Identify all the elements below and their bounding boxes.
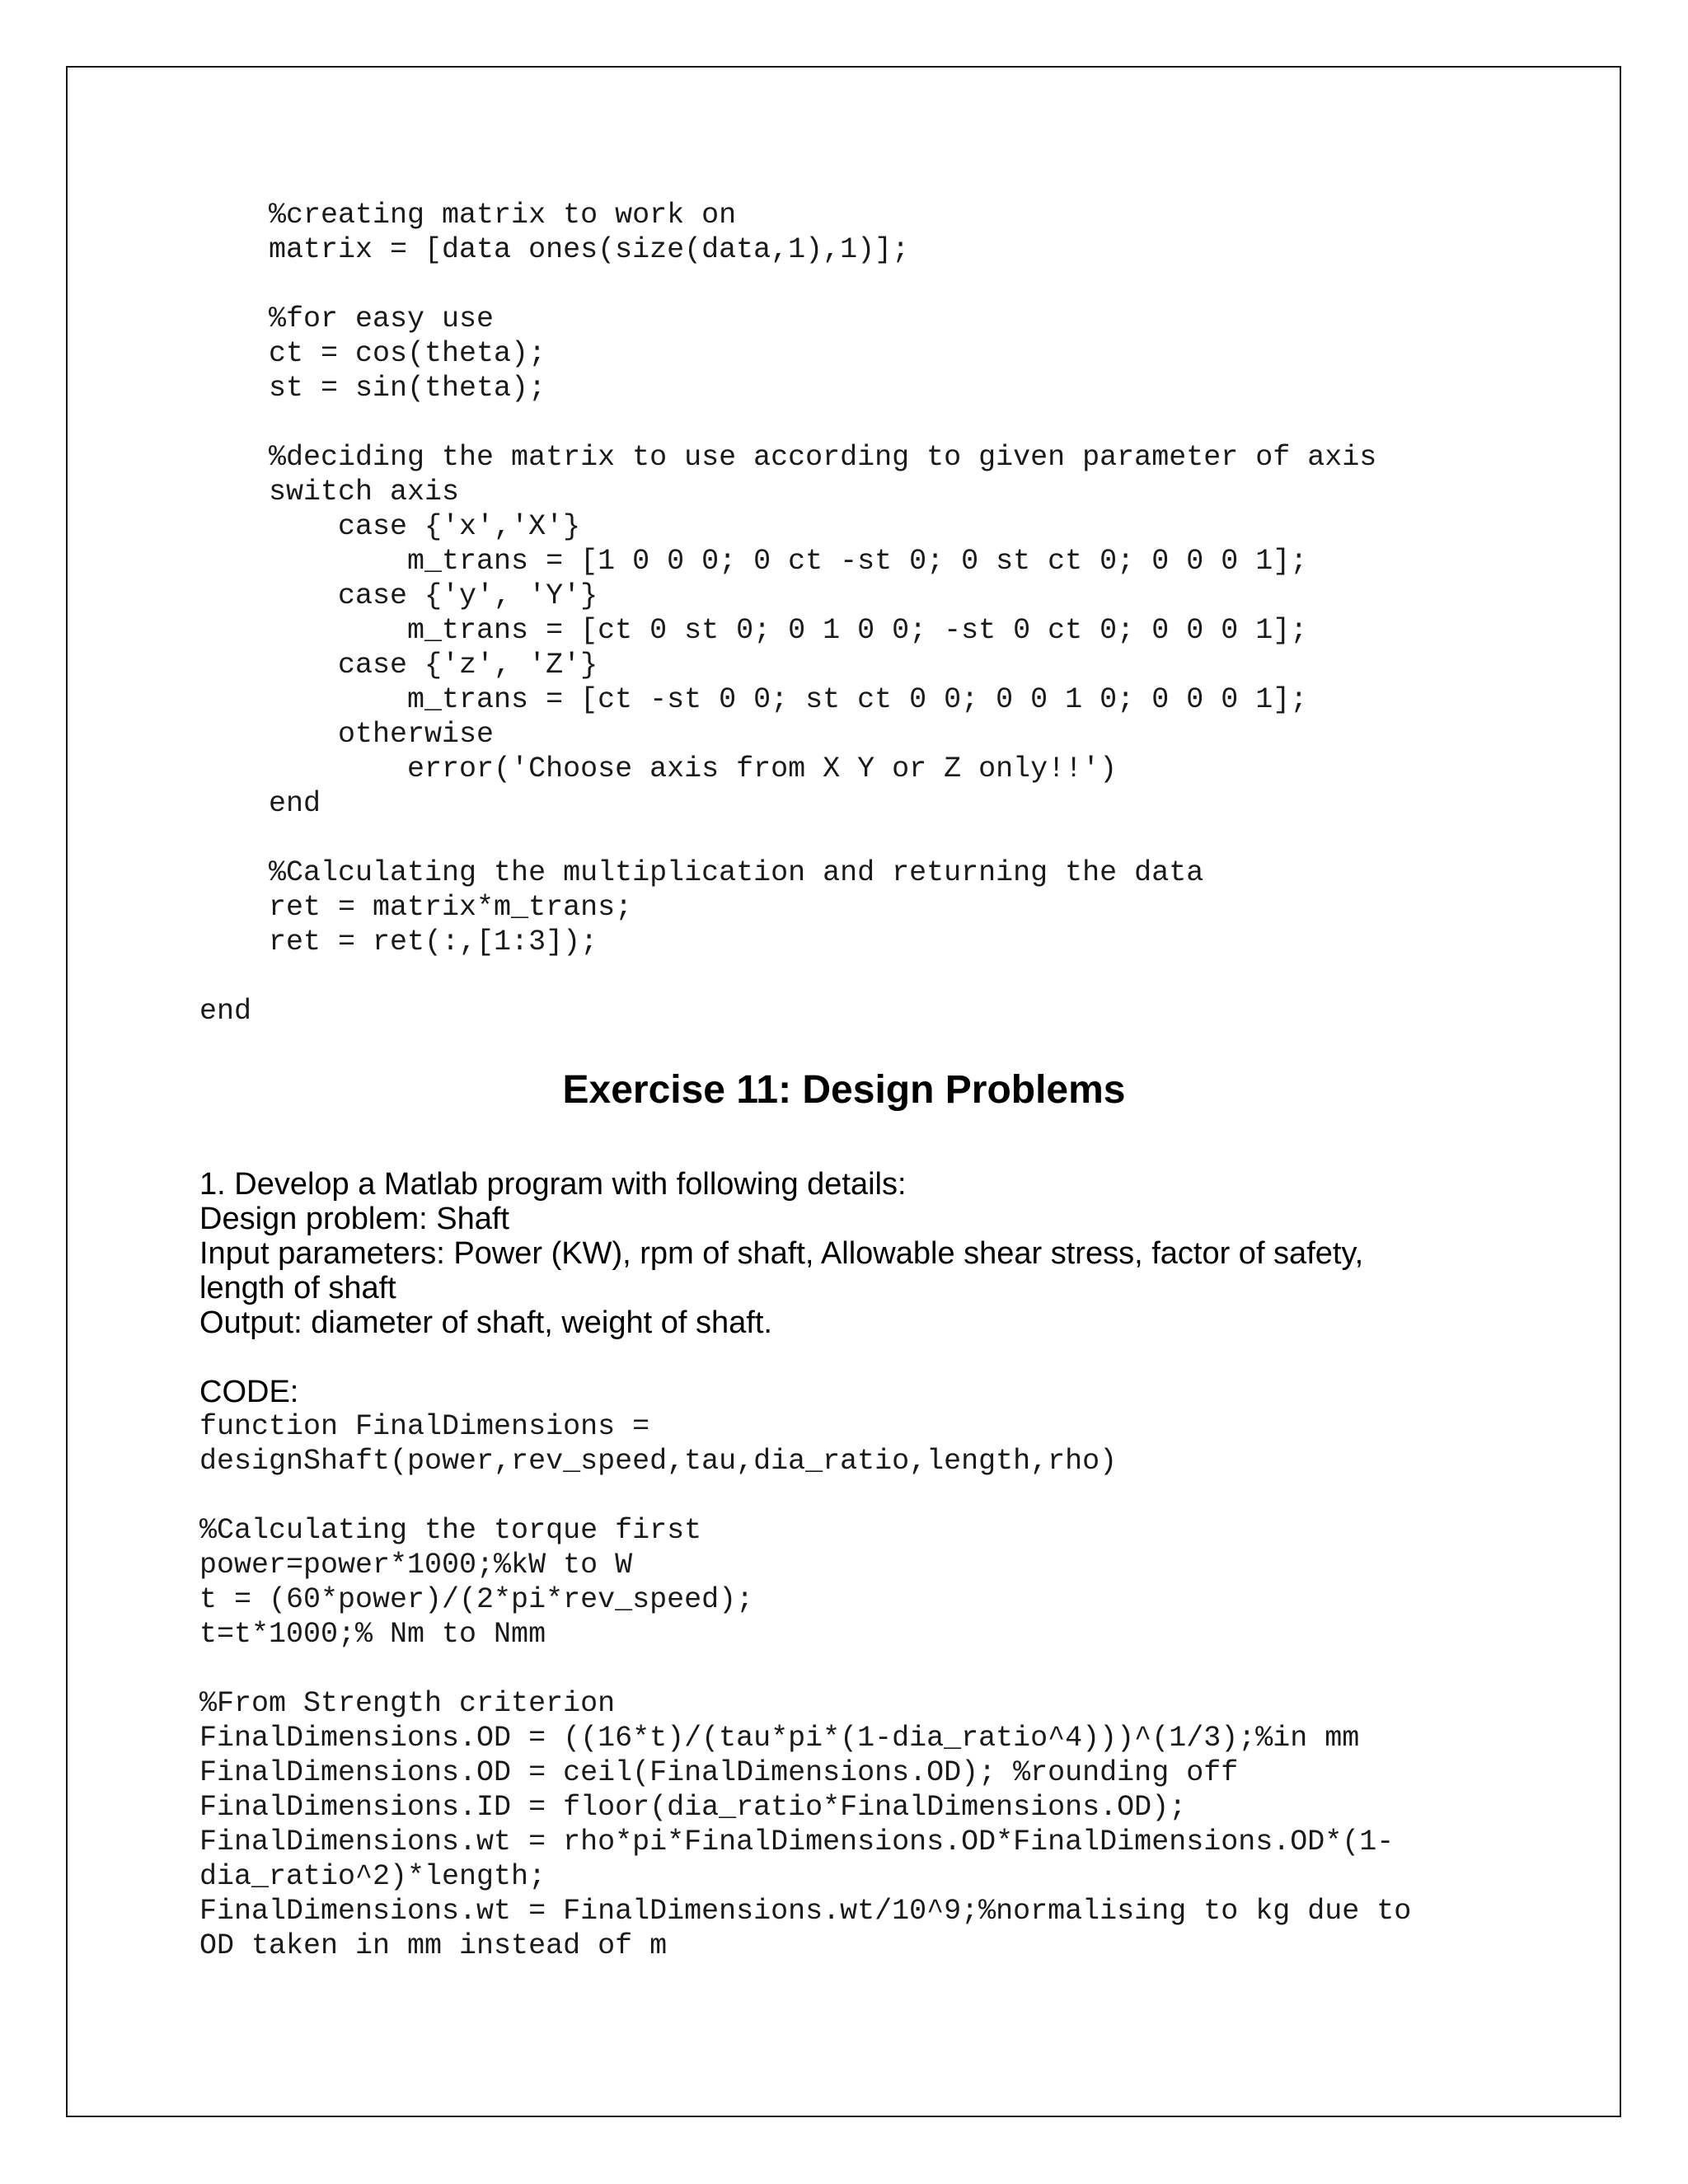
code-line: %deciding the matrix to use according to given parameter of axis bbox=[199, 441, 1377, 474]
code-line bbox=[199, 959, 1376, 994]
code-line: m_trans = [ct 0 st 0; 0 1 0 0; -st 0 ct 0; 0 0 0 1]; bbox=[199, 614, 1308, 647]
code-line: st = sin(theta); bbox=[199, 372, 546, 405]
code-line: ret = matrix*m_trans; bbox=[199, 891, 633, 924]
code-line: t=t*1000;% Nm to Nmm bbox=[199, 1618, 546, 1651]
code-line: FinalDimensions.OD = ceil(FinalDimensions.OD); %rounding off bbox=[199, 1756, 1239, 1789]
code-block-rotation-function bbox=[199, 198, 1376, 1029]
code-line: error('Choose axis from X Y or Z only!!') bbox=[199, 752, 1118, 785]
description-line: Design problem: Shaft bbox=[199, 1202, 509, 1236]
code-line bbox=[199, 1479, 1411, 1513]
code-line: FinalDimensions.OD = ((16*t)/(tau*pi*(1-dia_ratio^4)))^(1/3);%in mm bbox=[199, 1722, 1360, 1755]
code-block-design-shaft bbox=[199, 1409, 1411, 1963]
description-line bbox=[199, 1340, 1363, 1375]
description-line: Output: diameter of shaft, weight of shaft. bbox=[199, 1305, 772, 1340]
code-line: power=power*1000;%kW to W bbox=[199, 1549, 633, 1582]
code-line: m_trans = [ct -st 0 0; st ct 0 0; 0 0 1 0; 0 0 0 1]; bbox=[199, 683, 1308, 716]
exercise-heading: Exercise 11: Design Problems bbox=[562, 1068, 1126, 1112]
code-line bbox=[199, 821, 1376, 855]
code-line: FinalDimensions.wt = rho*pi*FinalDimensions.OD*FinalDimensions.OD*(1- bbox=[199, 1825, 1395, 1858]
code-line: designShaft(power,rev_speed,tau,dia_ratio,length,rho) bbox=[199, 1445, 1118, 1478]
code-line: %From Strength criterion bbox=[199, 1687, 616, 1720]
description-line: 1. Develop a Matlab program with following details: bbox=[199, 1167, 907, 1202]
code-line: FinalDimensions.wt = FinalDimensions.wt/10^9;%normalising to kg due to bbox=[199, 1895, 1412, 1928]
code-line: function FinalDimensions = bbox=[199, 1410, 650, 1443]
code-line bbox=[199, 267, 1376, 302]
description-line: Input parameters: Power (KW), rpm of shaft, Allowable shear stress, factor of safety, bbox=[199, 1236, 1364, 1271]
description-line: length of shaft bbox=[199, 1271, 396, 1305]
code-line: end bbox=[199, 995, 252, 1028]
code-line bbox=[199, 405, 1376, 440]
code-line: matrix = [data ones(size(data,1),1)]; bbox=[199, 233, 910, 266]
code-line: %Calculating the multiplication and returning the data bbox=[199, 856, 1204, 889]
code-line: ct = cos(theta); bbox=[199, 337, 546, 370]
code-line: end bbox=[199, 787, 321, 820]
code-line: otherwise bbox=[199, 718, 495, 751]
code-line: case {'y', 'Y'} bbox=[199, 579, 598, 612]
code-line: case {'z', 'Z'} bbox=[199, 649, 598, 682]
code-line: switch axis bbox=[199, 476, 460, 509]
code-line: t = (60*power)/(2*pi*rev_speed); bbox=[199, 1583, 754, 1616]
code-line: ret = ret(:,[1:3]); bbox=[199, 926, 598, 958]
code-line: FinalDimensions.ID = floor(dia_ratio*FinalDimensions.OD); bbox=[199, 1791, 1187, 1824]
code-line bbox=[199, 1652, 1411, 1686]
code-line: dia_ratio^2)*length; bbox=[199, 1860, 546, 1893]
code-line: case {'x','X'} bbox=[199, 510, 581, 543]
code-line: %creating matrix to work on bbox=[199, 199, 737, 232]
code-line: m_trans = [1 0 0 0; 0 ct -st 0; 0 st ct 0; 0 0 0 1]; bbox=[199, 545, 1308, 578]
code-line: %for easy use bbox=[199, 302, 495, 335]
code-line: OD taken in mm instead of m bbox=[199, 1929, 668, 1962]
description-line: CODE: bbox=[199, 1375, 299, 1409]
code-line: %Calculating the torque first bbox=[199, 1514, 702, 1547]
exercise-description bbox=[199, 1167, 1363, 1409]
